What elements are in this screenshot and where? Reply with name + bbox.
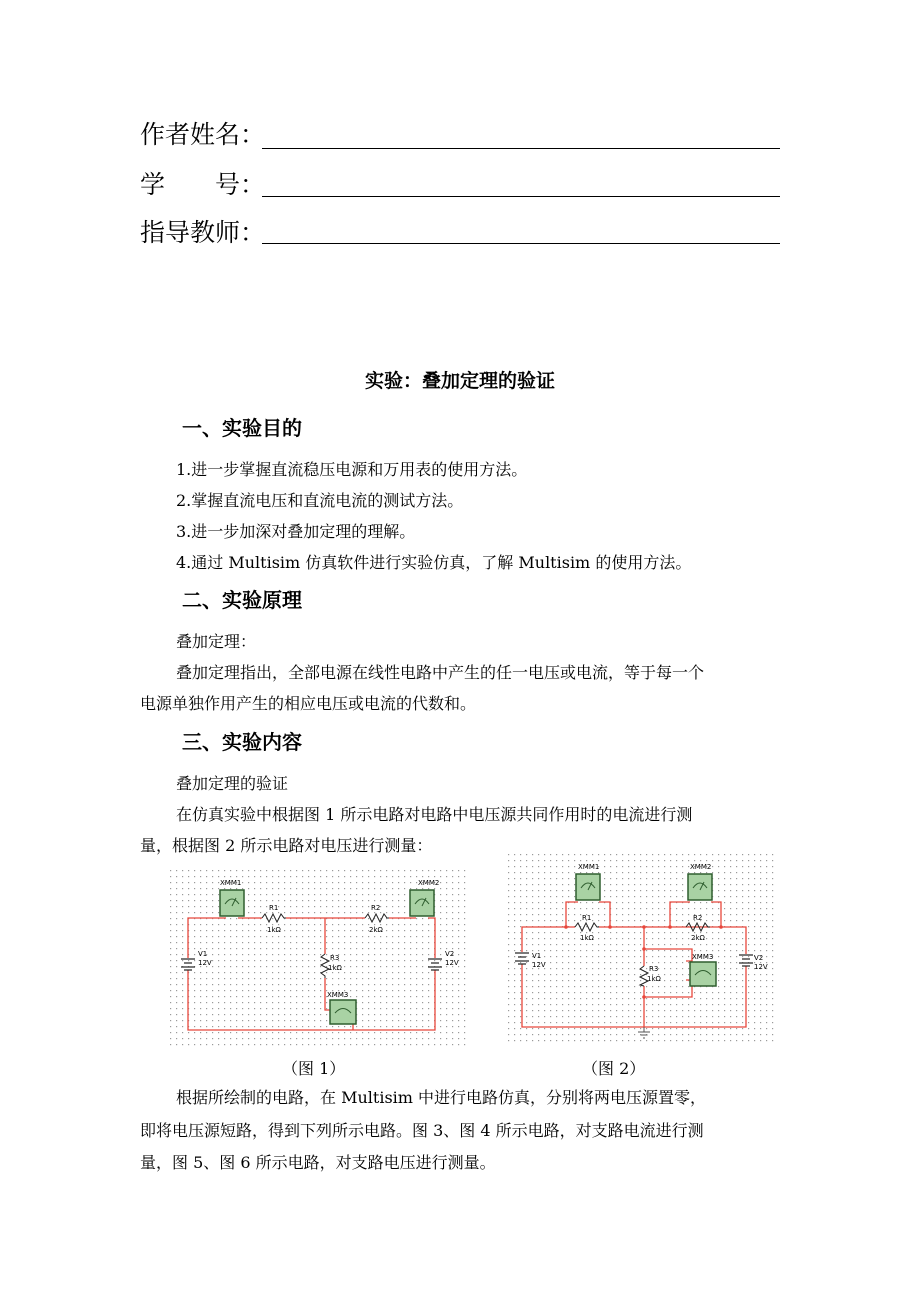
figure-1-xmm2-label: XMM2 <box>418 879 440 887</box>
content-text-line-2: 量，根据图 2 所示电路对电压进行测量： <box>140 836 433 855</box>
figure-1-xmm3-label: XMM3 <box>327 991 349 999</box>
figure-2-r3-label: R3 <box>649 965 659 973</box>
figure-2-r3-value: 1kΩ <box>647 975 661 983</box>
student-id-line <box>262 196 780 197</box>
figure-2-xmm1-meter <box>576 863 600 900</box>
figure-1-caption: （图 1） <box>282 1059 346 1078</box>
figure-1-v1-label: V1 <box>198 950 208 958</box>
figure-1-r3-label: R3 <box>330 954 340 962</box>
advisor-line <box>262 243 780 244</box>
figure-1-v2-value: 12V <box>445 959 459 967</box>
objective-item-1: 1.进一步掌握直流稳压电源和万用表的使用方法。 <box>176 460 528 479</box>
figure-2-circuit <box>508 854 778 1044</box>
document-title: 实验：叠加定理的验证 <box>364 370 555 392</box>
section-3-heading: 三、实验内容 <box>182 730 302 754</box>
figure-2-xmm3-meter <box>690 953 716 986</box>
figure-1-xmm1-meter <box>220 879 244 916</box>
student-id-label: 学 号： <box>140 170 266 199</box>
figure-2-r1-label: R1 <box>582 914 592 922</box>
figure-1-r2-label: R2 <box>371 904 381 912</box>
figure-2-xmm1-label: XMM1 <box>578 863 600 871</box>
content-subtitle: 叠加定理的验证 <box>176 774 289 793</box>
section-2-heading: 二、实验原理 <box>182 588 302 612</box>
principle-text-line-1: 叠加定理指出，全部电源在线性电路中产生的任一电压或电流，等于每一个 <box>176 663 705 682</box>
figure-2-v2-label: V2 <box>754 954 764 962</box>
figure-1-r2-value: 2kΩ <box>369 926 383 934</box>
simulation-text-line-2: 即将电压源短路，得到下列所示电路。图 3、图 4 所示电路，对支路电流进行测 <box>140 1121 704 1140</box>
figure-2-caption: （图 2） <box>582 1059 646 1078</box>
figure-1-r1-value: 1kΩ <box>267 926 281 934</box>
figure-1-v2-label: V2 <box>445 950 455 958</box>
figure-1-v1-value: 12V <box>198 959 212 967</box>
content-text-line-1: 在仿真实验中根据图 1 所示电路对电路中电压源共同作用时的电流进行测 <box>176 805 693 824</box>
figure-2-v1-value: 12V <box>532 961 546 969</box>
advisor-label: 指导教师： <box>140 218 266 247</box>
figure-1-r1-label: R1 <box>269 904 279 912</box>
objective-item-4: 4.通过 Multisim 仿真软件进行实验仿真，了解 Multisim 的使用方法。 <box>176 553 692 572</box>
simulation-text-line-3: 量，图 5、图 6 所示电路，对支路电压进行测量。 <box>140 1153 496 1172</box>
author-name-label: 作者姓名： <box>140 120 266 149</box>
principle-label: 叠加定理： <box>176 632 257 651</box>
figure-2-xmm2-meter <box>688 863 712 900</box>
figure-1-circuit <box>170 870 468 1046</box>
objective-item-2: 2.掌握直流电压和直流电流的测试方法。 <box>176 491 464 510</box>
principle-text-line-2: 电源单独作用产生的相应电压或电流的代数和。 <box>140 694 477 713</box>
figure-2-v2-value: 12V <box>754 963 768 971</box>
figure-2-r1-value: 1kΩ <box>580 934 594 942</box>
section-1-heading: 一、实验目的 <box>182 416 302 440</box>
figure-1-xmm1-label: XMM1 <box>220 879 242 887</box>
author-name-line <box>262 148 780 149</box>
figure-2-r2-value: 2kΩ <box>691 934 705 942</box>
figure-2-v1-label: V1 <box>532 952 542 960</box>
figure-1-r3-value: 1kΩ <box>328 964 342 972</box>
figure-2-xmm2-label: XMM2 <box>690 863 712 871</box>
figure-2-r2-label: R2 <box>693 914 703 922</box>
figure-2-xmm3-label: XMM3 <box>692 953 714 961</box>
simulation-text-line-1: 根据所绘制的电路，在 Multisim 中进行电路仿真，分别将两电压源置零， <box>176 1088 707 1107</box>
objective-item-3: 3.进一步加深对叠加定理的理解。 <box>176 522 416 541</box>
